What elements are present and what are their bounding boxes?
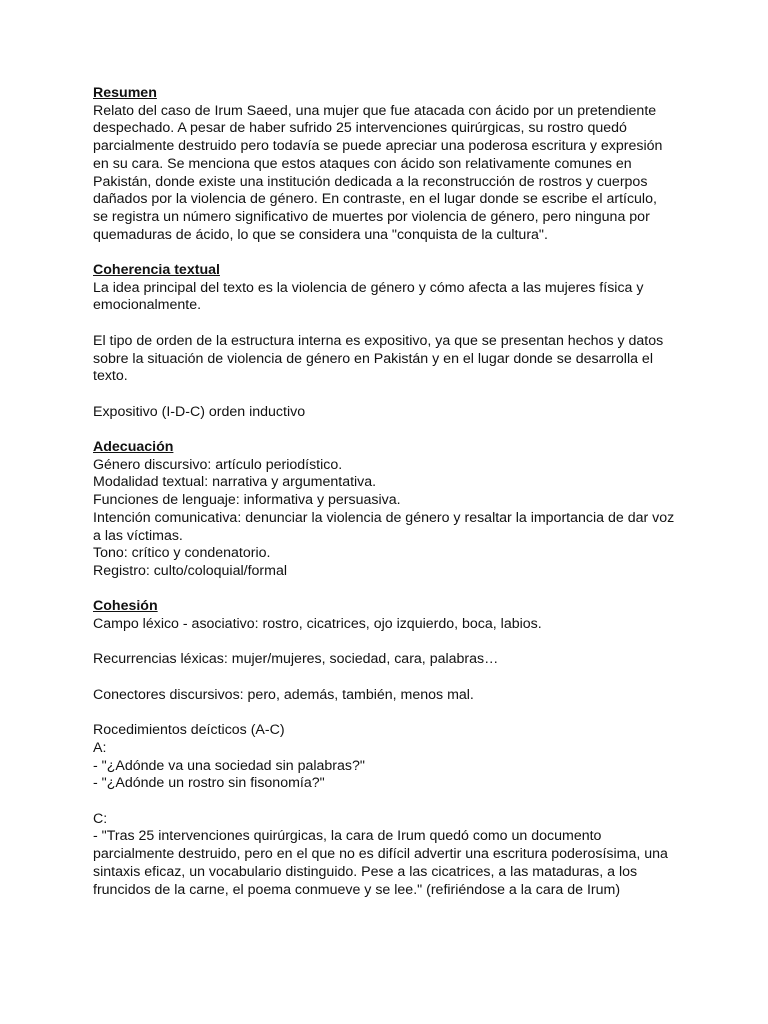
resumen-line: parcialmente destruido pero todavía se puede apreciar una poderosa escritura y expresión: [93, 138, 663, 155]
spacer: [93, 315, 693, 333]
spacer: [93, 386, 693, 404]
cohesion-section: [93, 598, 693, 899]
spacer: [93, 669, 693, 687]
adecuacion-line: Tono: crítico y condenatorio.: [93, 545, 271, 562]
resumen-section: [93, 85, 693, 244]
spacer: [93, 634, 693, 652]
adecuacion-line: a las víctimas.: [93, 527, 183, 544]
resumen-line: se registra un número significativo de muertes por violencia de género, pero ninguna por: [93, 208, 650, 225]
adecuacion-line: Funciones de lenguaje: informativa y persuasiva.: [93, 492, 401, 509]
deicticos-c-quote-line: fruncidos de la carne, el poema conmueve y se lee." (refiriéndose a la cara de Irum): [93, 881, 621, 898]
deicticos-a-label: A:: [93, 739, 107, 756]
adecuacion-line: Intención comunicativa: denunciar la violencia de género y resaltar la importancia de dar voz: [93, 509, 675, 526]
coherencia-paragraph-line: texto.: [93, 368, 128, 385]
recurrencias-line: Recurrencias léxicas: mujer/mujeres, sociedad, cara, palabras…: [93, 651, 499, 668]
deicticos-c-quote-line: - "Tras 25 intervenciones quirúrgicas, la cara de Irum quedó como un documento: [93, 828, 602, 845]
resumen-line: despechado. A pesar de haber sufrido 25 intervenciones quirúrgicas, su rostro quedó: [93, 120, 627, 137]
resumen-line: quemaduras de ácido, lo que se considera una "conquista de la cultura".: [93, 226, 548, 243]
spacer: [93, 793, 693, 811]
resumen-line: dañados por la violencia de género. En contraste, en el lugar donde se escribe el artículo,: [93, 191, 657, 208]
spacer: [93, 581, 693, 599]
adecuacion-heading: Adecuación: [93, 439, 174, 455]
cohesion-heading: Cohesión: [93, 598, 158, 615]
resumen-line: Pakistán, donde existe una institución dedicada a la reconstrucción de rostros y cuerpos: [93, 173, 648, 190]
campo-lexico-line: Campo léxico - asociativo: rostro, cicatrices, ojo izquierdo, boca, labios.: [93, 616, 542, 633]
deicticos-c-quote-line: sintaxis eficaz, un vocabulario distinguido. Pese a las cicatrices, a las mataduras, a los: [93, 863, 638, 880]
coherencia-paragraph-line: El tipo de orden de la estructura interna es expositivo, ya que se presentan hechos y datos: [93, 332, 664, 349]
resumen-line: Relato del caso de Irum Saeed, una mujer que fue atacada con ácido por un pretendiente: [93, 102, 657, 119]
deicticos-a-item: - "¿Adónde va una sociedad sin palabras?": [93, 757, 365, 774]
adecuacion-section: [93, 439, 693, 581]
coherencia-section: [93, 262, 693, 421]
deicticos-c-label: C:: [93, 810, 108, 827]
adecuacion-line: Modalidad textual: narrativa y argumentativa.: [93, 474, 377, 491]
adecuacion-line: Registro: culto/coloquial/formal: [93, 562, 287, 579]
coherencia-order-line: Expositivo (I-D-C) orden inductivo: [93, 403, 306, 420]
coherencia-paragraph-line: emocionalmente.: [93, 297, 202, 314]
deicticos-c-quote-line: parcialmente destruido, pero en el que no es difícil advertir una escritura poderosísima, una: [93, 846, 668, 863]
spacer: [93, 244, 693, 262]
coherencia-paragraph-line: sobre la situación de violencia de género en Pakistán y en el lugar donde se desarrolla el: [93, 350, 653, 367]
coherencia-heading: Coherencia textual: [93, 262, 220, 279]
adecuacion-line: Género discursivo: artículo periodístico.: [93, 456, 343, 473]
spacer: [93, 705, 693, 723]
deicticos-title: Rocedimientos deícticos (A-C): [93, 722, 285, 739]
coherencia-paragraph-line: La idea principal del texto es la violencia de género y cómo afecta a las mujeres física y: [93, 279, 644, 296]
document-page: [93, 85, 693, 899]
resumen-heading: Resumen: [93, 85, 157, 101]
conectores-line: Conectores discursivos: pero, además, también, menos mal.: [93, 686, 474, 703]
resumen-line: en su cara. Se menciona que estos ataques con ácido son relativamente comunes en: [93, 155, 632, 172]
deicticos-a-item: - "¿Adónde un rostro sin fisonomía?": [93, 775, 325, 792]
spacer: [93, 421, 693, 439]
